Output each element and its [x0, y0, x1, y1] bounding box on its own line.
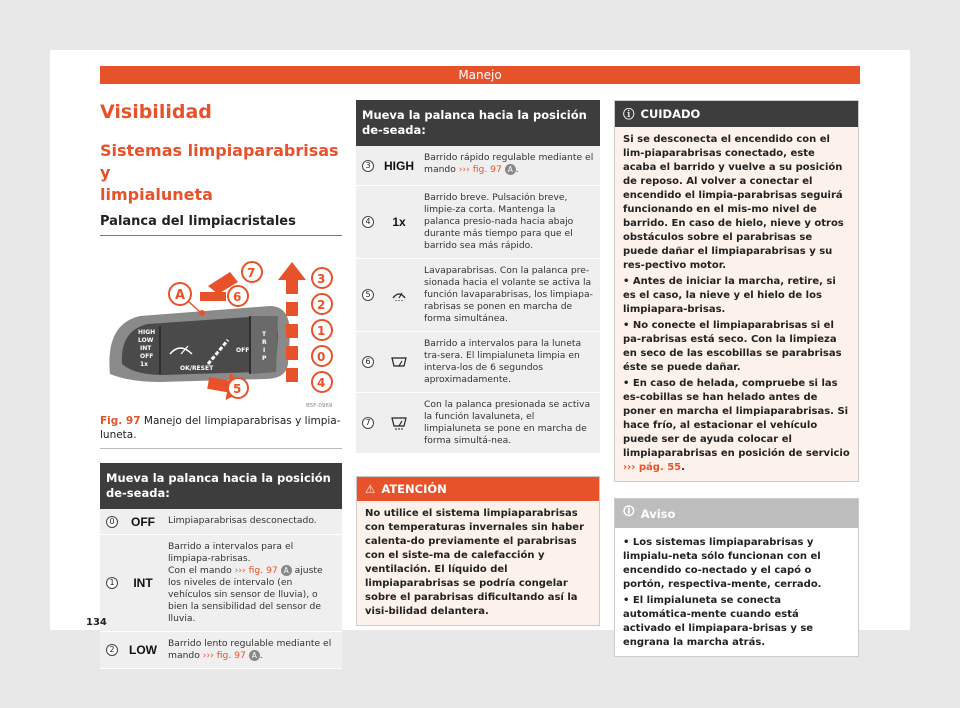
note-body	[615, 528, 858, 656]
caution-header	[615, 101, 858, 127]
table-row	[100, 509, 342, 535]
figure-link[interactable]: ››› fig. 97	[458, 164, 502, 175]
position-number: 5	[362, 289, 374, 301]
caution-bullet	[623, 377, 850, 475]
note-header	[615, 499, 858, 528]
ref-marker: A	[249, 650, 260, 661]
table-row	[356, 259, 600, 332]
ref-marker: A	[505, 164, 516, 175]
callout-6: 6	[233, 290, 242, 304]
warning-box	[356, 476, 600, 626]
note-icon: 🛈	[623, 504, 635, 518]
desc-text: ajuste los niveles de intervalo (en vehículos sin sensor de lluvia), o bien la sensibilidad del sensor de lluvia.	[168, 565, 323, 624]
section-header: Manejo	[100, 66, 860, 84]
desc-text: Barrido lento regulable mediante el mando	[168, 638, 332, 661]
lever-label: HIGH	[138, 329, 156, 336]
info-circle-icon: ⓘ	[623, 107, 635, 121]
caution-paragraph: Si se desconecta el encendido con el lim-piaparabrisas conectado, este acaba el barrido y vuelve a su posición de reposo. Al volver a conectar el encendido el limpia-parabrisas seguirá funcionando en el mis-mo nivel de barrido. En caso de hielo, nieve y otros obstáculos sobre el parabrisas se puede dañar el limpiaparabrisas y su res-pectivo motor.	[623, 134, 844, 271]
desc-text: .	[515, 164, 519, 175]
table-row	[356, 146, 600, 186]
warning-header	[357, 477, 599, 501]
figure-link[interactable]: ››› fig. 97	[234, 565, 278, 576]
callout-5: 5	[233, 382, 242, 396]
position-description: Barrido breve. Pulsación breve, limpie-za corta. Mantenga la palanca presio-nada hacia abajo durante más tiempo para que el barrido sea más rápido.	[424, 192, 574, 251]
figure-caption-text: Manejo del limpiaparabrisas y limpia-luneta.	[100, 415, 341, 441]
callout-2: 2	[317, 298, 326, 312]
trip-letter: I	[263, 347, 266, 354]
note-box	[614, 498, 859, 657]
callout-3: 3	[317, 272, 326, 286]
callout-7: 7	[247, 266, 256, 280]
note-title: Aviso	[640, 506, 676, 521]
note-bullet: • El limpialuneta se conecta automática-mente cuando está activado el limpiapara-brisas y se engrana la marcha atrás.	[623, 595, 814, 648]
desc-text: .	[259, 650, 263, 661]
desc-text: Barrido rápido regulable mediante el mando	[424, 152, 594, 175]
position-number: 7	[362, 417, 374, 429]
position-symbol: OFF	[131, 514, 155, 529]
warning-triangle-icon: ⚠	[365, 482, 376, 496]
table-row	[356, 393, 600, 454]
lever-off-label: OFF	[236, 347, 250, 354]
column-1	[100, 100, 342, 669]
figure-caption	[100, 414, 342, 449]
warning-text: No utilice el sistema limpiaparabrisas con temperaturas invernales sin haber calenta-do previamente el parabrisas con el siste-ma de calefacción y ventilación. El líquido del limpiaparabrisas se podría congelar sobre el parabrisas dificultando así la visi-bilidad delantera.	[357, 501, 599, 625]
trip-letter: P	[262, 355, 267, 362]
wiper-lever-illustration	[100, 254, 342, 410]
figure-link[interactable]: ››› fig. 97	[202, 650, 246, 661]
position-description: Barrido a intervalos para la luneta tra-sera. El limpialuneta limpia en interva-los de 6 segundos aproximadamente.	[424, 338, 582, 385]
caution-box	[614, 100, 859, 482]
caution-end: .	[681, 462, 685, 473]
position-symbol: 1x	[392, 215, 406, 229]
position-symbol: LOW	[129, 643, 157, 657]
position-number: 2	[106, 644, 118, 656]
subsection-heading: Palanca del limpiacristales	[100, 214, 342, 236]
callout-1: 1	[317, 324, 326, 338]
washer-icon	[380, 259, 418, 331]
table-row	[100, 632, 342, 669]
column-2	[356, 100, 600, 626]
rear-washer-icon	[380, 393, 418, 453]
positions-table-2	[356, 100, 600, 454]
position-symbol: INT	[133, 576, 153, 590]
table-row	[356, 186, 600, 259]
position-number: 1	[106, 577, 118, 589]
caution-bullet: • Antes de iniciar la marcha, retire, si es el caso, la nieve y el hielo de los limpiapara-brisas.	[623, 276, 836, 315]
position-number: 0	[106, 516, 118, 528]
figure-code: B5F-0969	[306, 403, 333, 409]
table-row	[100, 535, 342, 632]
lever-label: LOW	[138, 337, 154, 344]
lever-label: OFF	[140, 353, 154, 360]
figure-wiper-lever	[100, 254, 342, 410]
callout-0: 0	[317, 350, 326, 364]
trip-letter: T	[262, 331, 267, 338]
ok-reset-label: OK/RESET	[180, 365, 214, 372]
position-description	[418, 146, 600, 185]
caution-bullet: • No conecte el limpiaparabrisas si el pa-rabrisas está seco. Con la limpieza en seco de las escobillas se parabrisas éste se puede dañar.	[623, 320, 842, 373]
table-row	[356, 332, 600, 393]
position-symbol: HIGH	[384, 158, 414, 173]
trip-letter: R	[262, 339, 267, 346]
section-title-line1: Sistemas limpiaparabrisas y	[100, 141, 339, 182]
callout-4: 4	[317, 376, 326, 390]
page-title: Visibilidad	[100, 101, 212, 123]
position-number: 6	[362, 356, 374, 368]
position-description: Limpiaparabrisas desconectado.	[168, 515, 317, 526]
desc-text: Con el mando	[168, 565, 232, 576]
ref-marker: A	[281, 565, 292, 576]
position-number: 4	[362, 216, 374, 228]
caution-bullet-text: • En caso de helada, compruebe si las es-cobillas se han helado antes de poner en marcha el limpiaparabrisas. Si hace frío, al estacionar el vehículo puede ser de ayuda colocar el limpiaparabrisas en posición de servicio	[623, 378, 850, 459]
position-number: 3	[362, 160, 374, 172]
lever-label: INT	[140, 345, 152, 352]
rear-wiper-icon	[380, 332, 418, 392]
section-title-line2: limpialuneta	[100, 185, 213, 204]
page-link[interactable]: ››› pág. 55	[623, 462, 682, 473]
warning-title: ATENCIÓN	[381, 482, 447, 496]
position-description	[162, 535, 342, 631]
position-description	[162, 632, 342, 668]
figure-number: Fig. 97	[100, 415, 141, 427]
note-bullet: • Los sistemas limpiaparabrisas y limpialu-neta sólo funcionan con el encendido co-nectado y el capó o portón, respectiva-mente, cerrado.	[623, 537, 822, 590]
caution-body	[615, 127, 858, 481]
positions-table-1	[100, 463, 342, 669]
lever-label: 1x	[140, 361, 149, 368]
table-header: Mueva la palanca hacia la posición de-seada:	[100, 463, 342, 509]
table-header: Mueva la palanca hacia la posición de-seada:	[356, 100, 600, 146]
page-number: 134	[86, 617, 107, 628]
position-description: Lavaparabrisas. Con la palanca pre-sionada hacia el volante se activa la función lavaparabrisas, los limpiapa-rabrisas se ponen en marcha de forma simultánea.	[424, 265, 593, 324]
desc-text: Barrido a intervalos para el limpiapa-rabrisas.	[168, 541, 294, 564]
column-3	[614, 100, 859, 657]
callout-A: A	[175, 288, 186, 303]
position-description: Con la palanca presionada se activa la función lavaluneta, el limpialuneta se pone en marcha de forma simultá-nea.	[424, 399, 591, 446]
caution-title: CUIDADO	[640, 107, 701, 121]
